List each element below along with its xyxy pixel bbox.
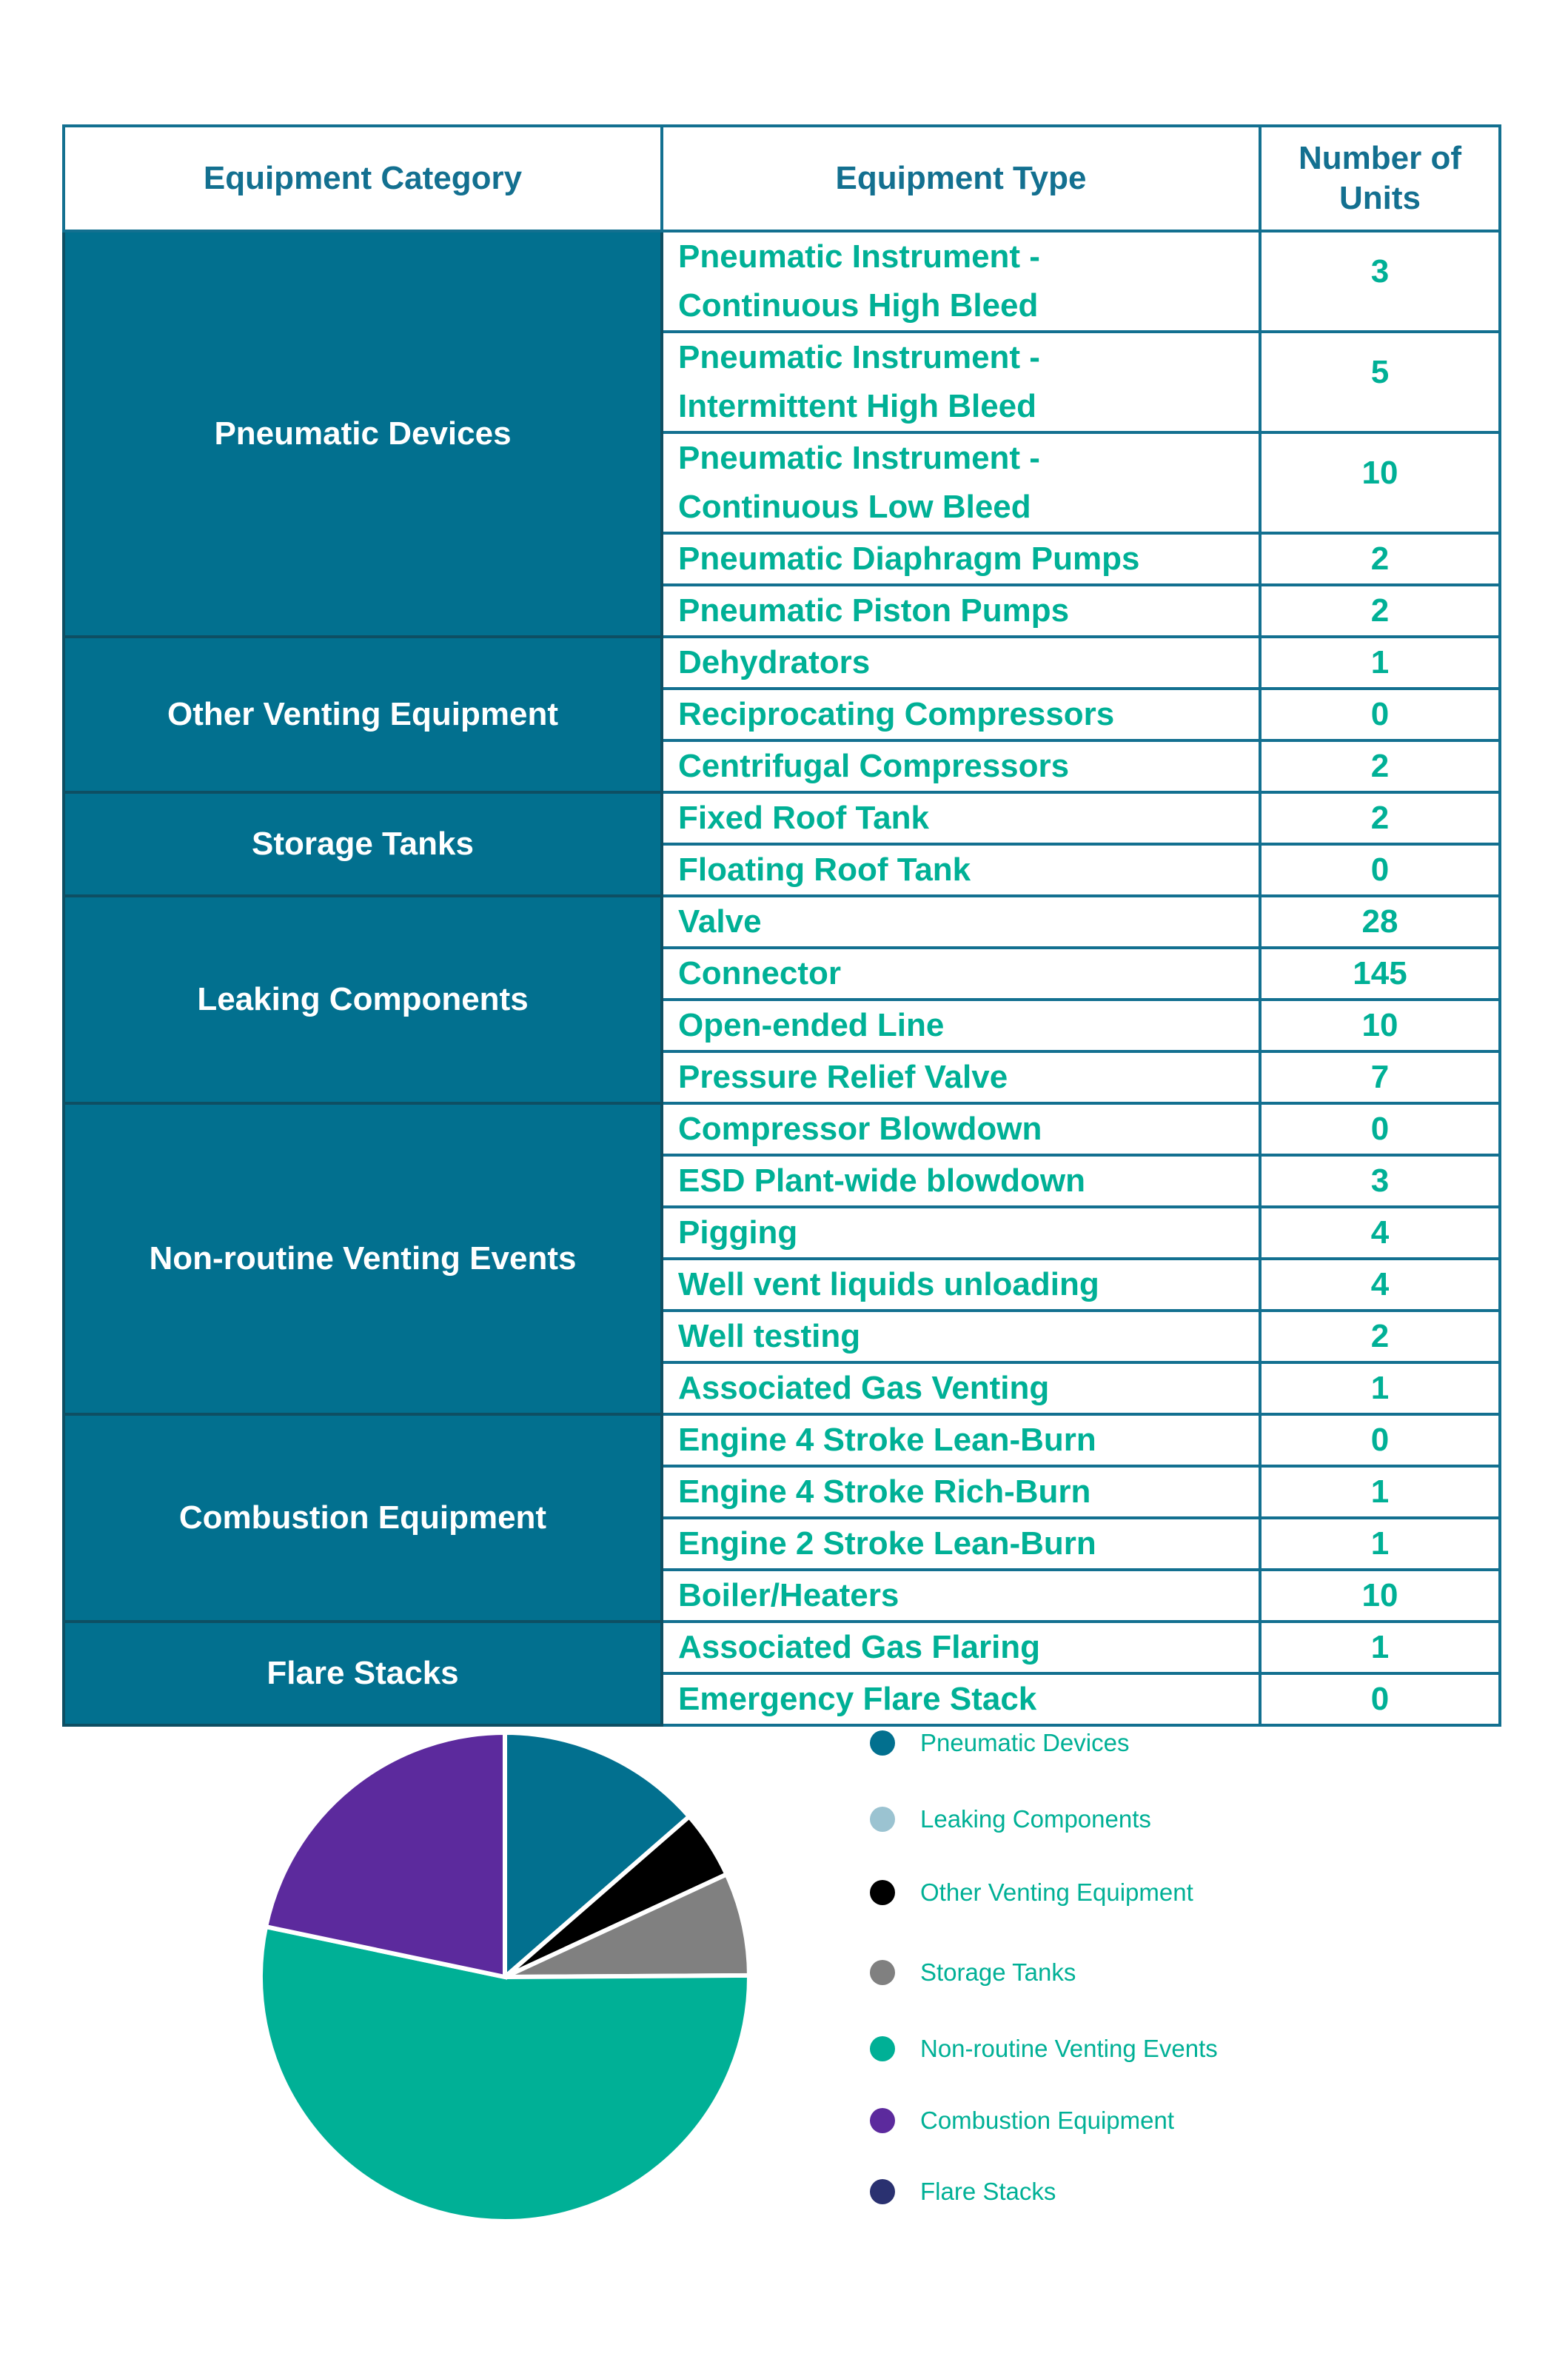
legend-swatch xyxy=(870,1807,895,1832)
units-cell: 2 xyxy=(1260,1311,1500,1362)
pie-chart xyxy=(0,1703,1568,2340)
legend-swatch xyxy=(870,1960,895,1985)
legend-label: Combustion Equipment xyxy=(920,2107,1175,2134)
table-row xyxy=(64,1622,1500,1673)
legend-label: Flare Stacks xyxy=(920,2178,1056,2205)
legend-item xyxy=(870,2104,1174,2137)
category-cell: Leaking Components xyxy=(64,896,662,1103)
units-cell: 1 xyxy=(1260,1622,1500,1673)
units-cell: 145 xyxy=(1260,948,1500,1000)
units-cell: 1 xyxy=(1260,1518,1500,1570)
category-cell: Flare Stacks xyxy=(64,1622,662,1725)
equipment-type-cell: Pneumatic Diaphragm Pumps xyxy=(662,533,1260,585)
units-cell: 0 xyxy=(1260,689,1500,740)
legend-swatch xyxy=(870,2179,895,2204)
header-number-of-units: Number of Units xyxy=(1260,126,1500,231)
header-equipment-category: Equipment Category xyxy=(64,126,662,231)
category-cell: Non-routine Venting Events xyxy=(64,1103,662,1414)
table-row xyxy=(64,637,1500,689)
equipment-type-cell: Emergency Flare Stack xyxy=(662,1673,1260,1725)
equipment-table-container xyxy=(62,124,1498,1727)
units-cell: 28 xyxy=(1260,896,1500,948)
equipment-type-cell: Boiler/Heaters xyxy=(662,1570,1260,1622)
equipment-type-cell: Dehydrators xyxy=(662,637,1260,689)
legend-item xyxy=(870,2175,1056,2208)
equipment-type-cell: Floating Roof Tank xyxy=(662,844,1260,896)
units-cell: 2 xyxy=(1260,792,1500,844)
equipment-type-cell: Pressure Relief Valve xyxy=(662,1051,1260,1103)
units-cell: 10 xyxy=(1260,432,1500,533)
legend-item xyxy=(870,1803,1151,1836)
equipment-type-cell: Pneumatic Instrument - Continuous Low Bleed xyxy=(662,432,1260,533)
table-header-row xyxy=(64,126,1500,231)
equipment-type-cell: Valve xyxy=(662,896,1260,948)
units-cell: 4 xyxy=(1260,1259,1500,1311)
table-row xyxy=(64,792,1500,844)
equipment-type-cell: Pneumatic Instrument - Continuous High Bleed xyxy=(662,231,1260,332)
units-cell: 7 xyxy=(1260,1051,1500,1103)
equipment-type-cell: Compressor Blowdown xyxy=(662,1103,1260,1155)
legend-item xyxy=(870,1956,1076,1989)
equipment-type-cell: Centrifugal Compressors xyxy=(662,740,1260,792)
equipment-type-cell: Engine 4 Stroke Rich-Burn xyxy=(662,1466,1260,1518)
table-row xyxy=(64,231,1500,332)
units-cell: 2 xyxy=(1260,740,1500,792)
units-cell: 2 xyxy=(1260,585,1500,637)
units-cell: 3 xyxy=(1260,1155,1500,1207)
table-row xyxy=(64,896,1500,948)
table-body xyxy=(64,231,1500,1725)
units-cell: 1 xyxy=(1260,637,1500,689)
units-cell: 1 xyxy=(1260,1466,1500,1518)
units-cell: 10 xyxy=(1260,1000,1500,1051)
equipment-type-cell: Pneumatic Instrument - Intermittent High Bleed xyxy=(662,332,1260,432)
equipment-table xyxy=(62,124,1501,1727)
equipment-type-cell: Pneumatic Piston Pumps xyxy=(662,585,1260,637)
legend-item xyxy=(870,1876,1193,1909)
units-cell: 0 xyxy=(1260,1673,1500,1725)
units-cell: 10 xyxy=(1260,1570,1500,1622)
equipment-type-cell: Associated Gas Flaring xyxy=(662,1622,1260,1673)
legend-swatch xyxy=(870,1730,895,1756)
units-cell: 0 xyxy=(1260,844,1500,896)
equipment-type-cell: Reciprocating Compressors xyxy=(662,689,1260,740)
table-row xyxy=(64,1414,1500,1466)
units-cell: 1 xyxy=(1260,1362,1500,1414)
equipment-type-cell: Well vent liquids unloading xyxy=(662,1259,1260,1311)
equipment-type-cell: Associated Gas Venting xyxy=(662,1362,1260,1414)
category-cell: Storage Tanks xyxy=(64,792,662,896)
equipment-type-cell: Pigging xyxy=(662,1207,1260,1259)
units-cell: 0 xyxy=(1260,1414,1500,1466)
units-cell: 4 xyxy=(1260,1207,1500,1259)
units-cell: 3 xyxy=(1260,231,1500,332)
legend-swatch xyxy=(870,2108,895,2133)
header-equipment-type: Equipment Type xyxy=(662,126,1260,231)
units-cell: 5 xyxy=(1260,332,1500,432)
equipment-type-cell: Connector xyxy=(662,948,1260,1000)
units-cell: 0 xyxy=(1260,1103,1500,1155)
equipment-type-cell: ESD Plant-wide blowdown xyxy=(662,1155,1260,1207)
units-cell: 2 xyxy=(1260,533,1500,585)
equipment-type-cell: Well testing xyxy=(662,1311,1260,1362)
legend-label: Pneumatic Devices xyxy=(920,1729,1130,1756)
legend-item xyxy=(870,2033,1218,2065)
pie-chart-area xyxy=(0,1703,1568,2340)
legend-label: Other Venting Equipment xyxy=(920,1878,1193,1906)
legend-item xyxy=(870,1727,1129,1759)
equipment-type-cell: Open-ended Line xyxy=(662,1000,1260,1051)
category-cell: Combustion Equipment xyxy=(64,1414,662,1622)
legend-label: Leaking Components xyxy=(920,1805,1151,1833)
category-cell: Pneumatic Devices xyxy=(64,231,662,637)
legend-swatch xyxy=(870,2036,895,2061)
table-row xyxy=(64,1103,1500,1155)
equipment-type-cell: Engine 2 Stroke Lean-Burn xyxy=(662,1518,1260,1570)
legend-swatch xyxy=(870,1880,895,1905)
category-cell: Other Venting Equipment xyxy=(64,637,662,792)
legend-label: Storage Tanks xyxy=(920,1958,1076,1986)
legend-label: Non-routine Venting Events xyxy=(920,2035,1218,2062)
equipment-type-cell: Engine 4 Stroke Lean-Burn xyxy=(662,1414,1260,1466)
equipment-type-cell: Fixed Roof Tank xyxy=(662,792,1260,844)
